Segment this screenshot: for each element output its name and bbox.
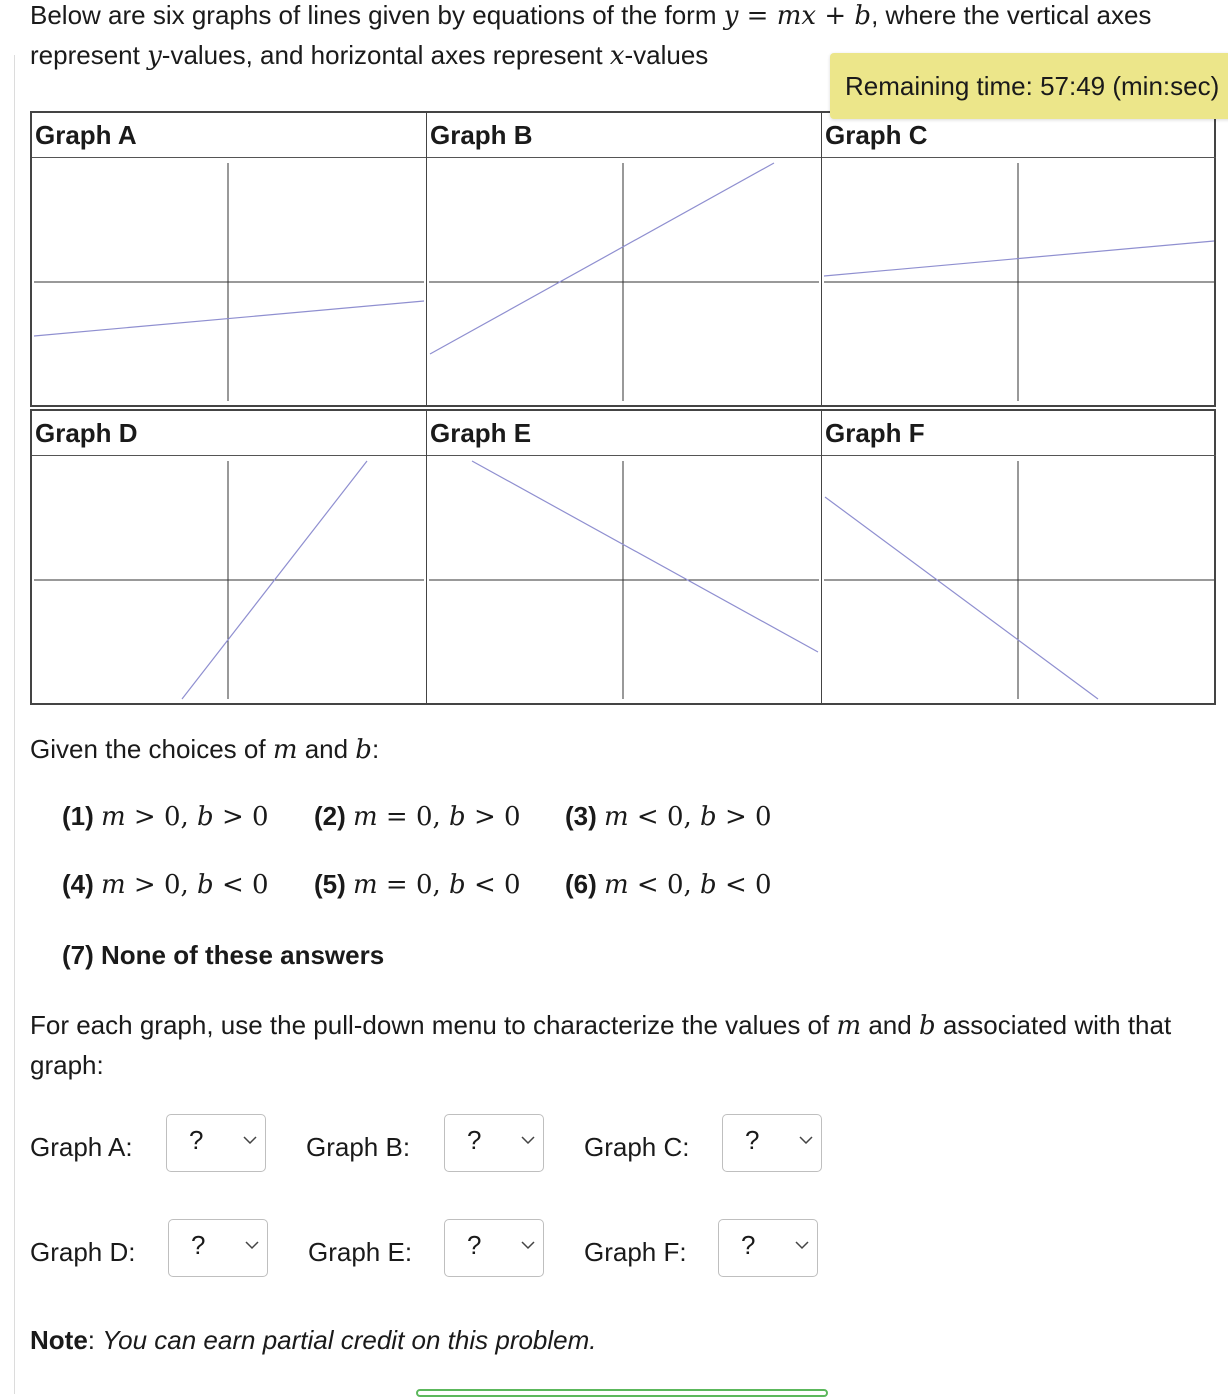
graph-a-title: Graph A — [32, 113, 426, 158]
graph-e-title: Graph E — [427, 411, 821, 456]
choice-2: (2) m = 0, b > 0 — [314, 801, 521, 832]
graph-e-line — [472, 461, 818, 652]
chevron-down-icon — [243, 1135, 257, 1145]
graph-c-select[interactable]: ? — [722, 1114, 822, 1172]
choice-1: (1) m > 0, b > 0 — [62, 801, 269, 832]
chevron-down-icon — [799, 1135, 813, 1145]
content-left-border — [14, 55, 15, 1394]
graph-b-line — [430, 163, 774, 354]
graph-e — [427, 411, 821, 703]
choice-5: (5) m = 0, b < 0 — [314, 869, 521, 900]
instruction-text: For each graph, use the pull-down menu to characterize the values of m and b associated with that graph: — [30, 1010, 1172, 1080]
graph-c-plot — [822, 159, 1216, 405]
graph-a-select[interactable]: ? — [166, 1114, 266, 1172]
graph-a-line — [34, 301, 424, 336]
choices-heading: Given the choices of m and b: — [30, 734, 380, 765]
graph-a-plot — [32, 159, 426, 405]
graph-c-title: Graph C — [822, 113, 1216, 158]
graph-b-select[interactable]: ? — [444, 1114, 544, 1172]
graph-f-select[interactable]: ? — [718, 1219, 818, 1277]
graph-a-answer-label: Graph A: — [30, 1132, 133, 1162]
graph-table-row-1 — [30, 111, 1216, 407]
graph-f — [822, 411, 1216, 703]
chevron-down-icon — [521, 1135, 535, 1145]
graph-e-plot — [427, 457, 821, 703]
graph-b — [427, 113, 821, 405]
choice-3: (3) m < 0, b > 0 — [565, 801, 772, 832]
graph-e-answer-label: Graph E: — [308, 1237, 413, 1267]
graph-c-line — [824, 241, 1214, 276]
graph-c-answer-label: Graph C: — [584, 1132, 690, 1162]
graph-b-answer-label: Graph B: — [306, 1132, 411, 1162]
graph-table-row-2 — [30, 409, 1216, 705]
graph-e-select[interactable]: ? — [444, 1219, 544, 1277]
graph-b-title: Graph B — [427, 113, 821, 158]
graph-f-plot — [822, 457, 1216, 703]
graph-d-plot — [32, 457, 426, 703]
graph-a — [32, 113, 426, 405]
chevron-down-icon — [795, 1240, 809, 1250]
graph-f-line — [825, 497, 1098, 699]
partial-credit-note: Note: You can earn partial credit on this problem. — [30, 1325, 597, 1355]
choice-6: (6) m < 0, b < 0 — [565, 869, 772, 900]
chevron-down-icon — [521, 1240, 535, 1250]
remaining-time-banner: Remaining time: 57:49 (min:sec) — [830, 53, 1228, 119]
graph-b-plot — [427, 159, 821, 405]
graph-d-title: Graph D — [32, 411, 426, 456]
graph-f-answer-label: Graph F: — [584, 1237, 687, 1267]
graph-d — [32, 411, 426, 703]
submit-button-edge[interactable] — [416, 1389, 828, 1397]
chevron-down-icon — [245, 1240, 259, 1250]
choice-4: (4) m > 0, b < 0 — [62, 869, 269, 900]
problem-intro: Below are six graphs of lines given by equations of the form y = mx + b, where the vertical axes represent y-values, and horizontal axes represent x-values — [30, 0, 1152, 71]
graph-c — [822, 113, 1216, 405]
graph-d-answer-label: Graph D: — [30, 1237, 136, 1267]
choice-7: (7) None of these answers — [62, 940, 385, 970]
graph-f-title: Graph F — [822, 411, 1216, 456]
graph-d-select[interactable]: ? — [168, 1219, 268, 1277]
